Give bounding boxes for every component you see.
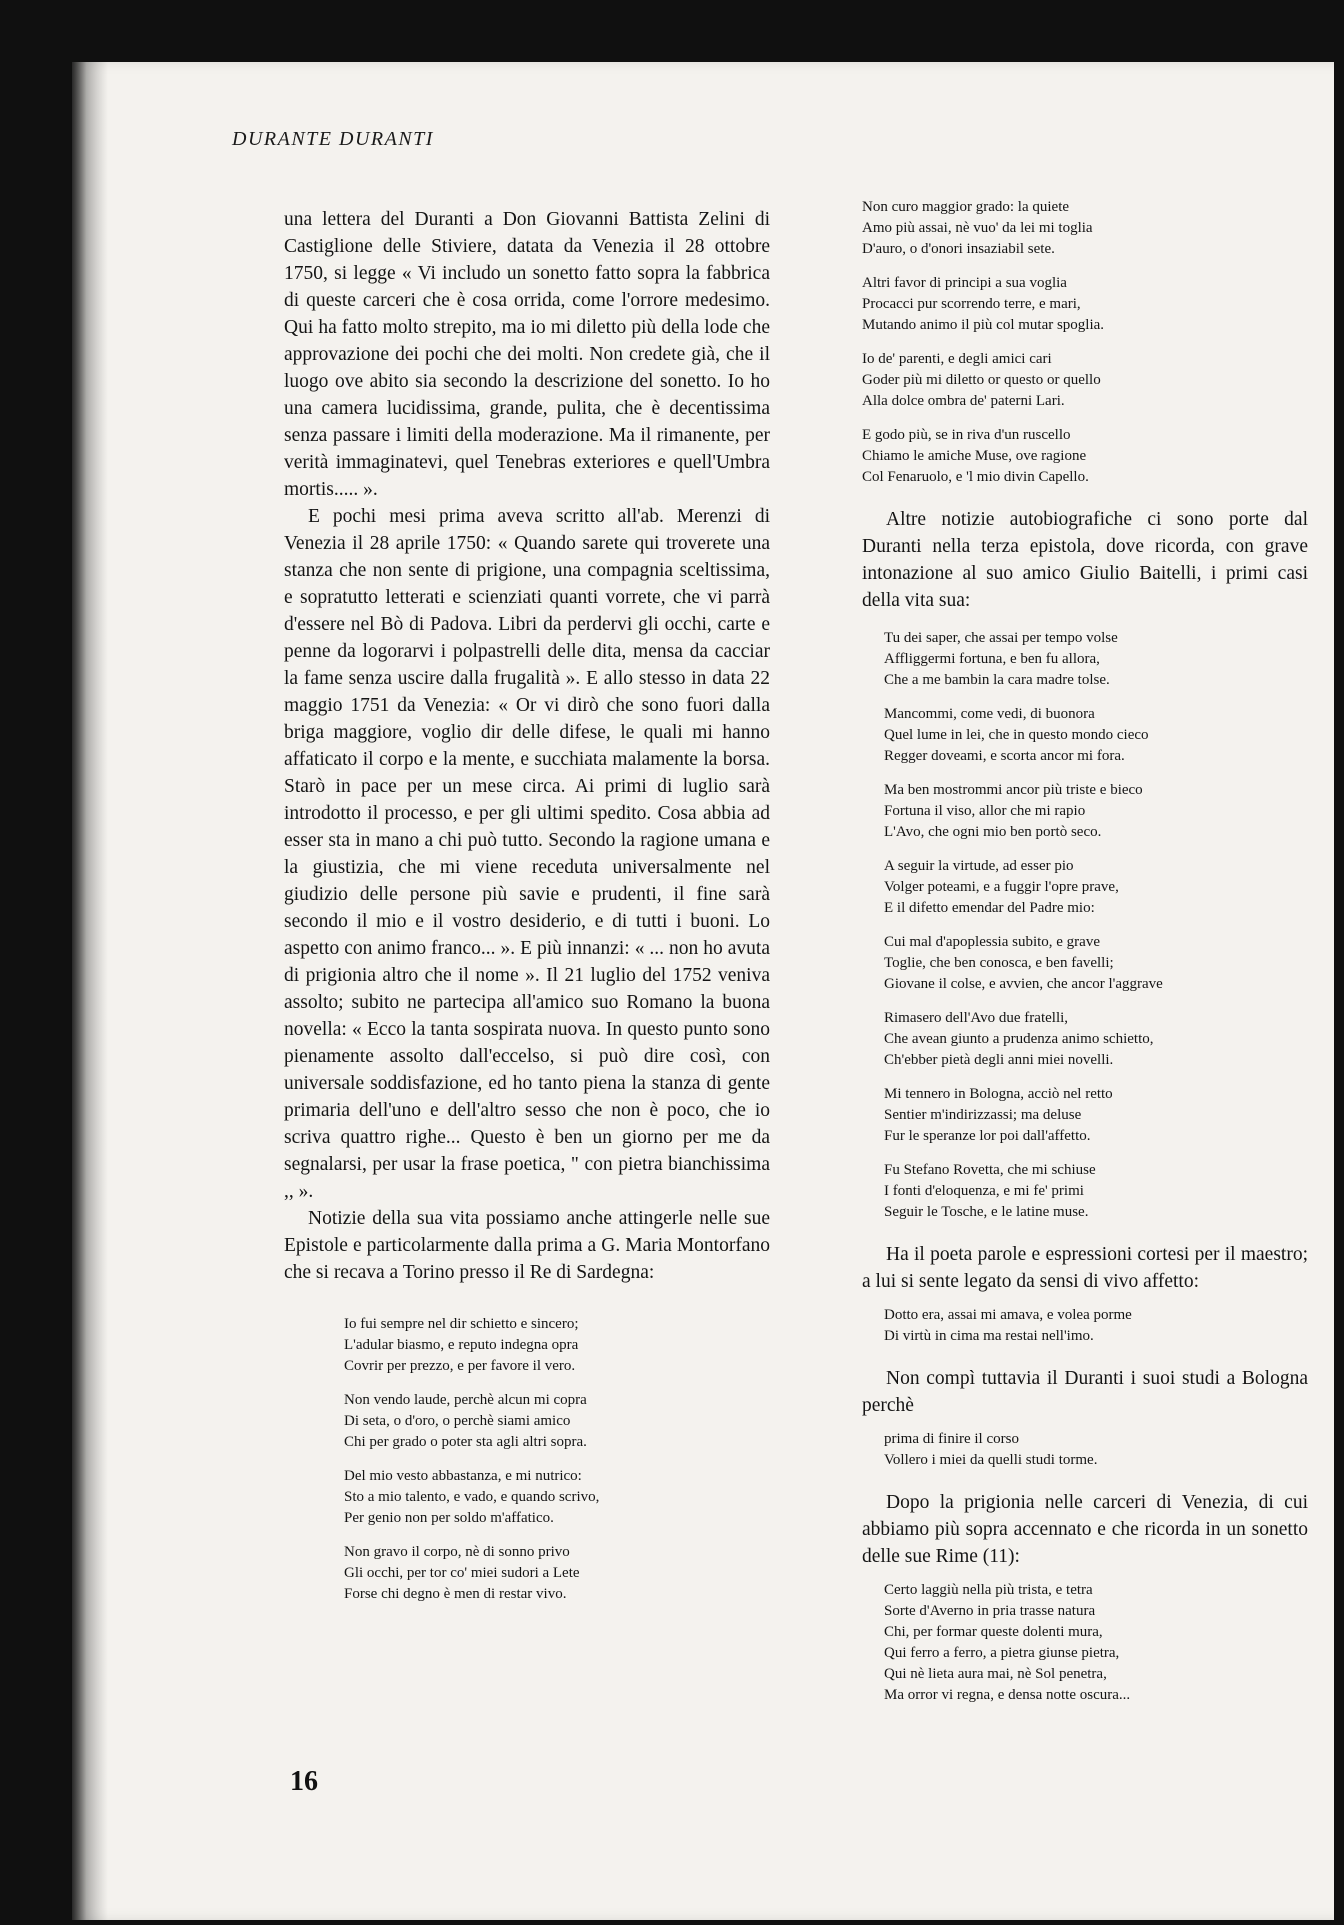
verse-line: Qui nè lieta aura mai, nè Sol penetra, [884, 1666, 1107, 1682]
verse-line: Volger poteami, e a fuggir l'opre prave, [884, 879, 1119, 895]
verse-line: Che avean giunto a prudenza animo schietto, [884, 1031, 1154, 1047]
verse-line: Sto a mio talento, e vado, e quando scrivo, [344, 1489, 600, 1505]
verse-line: A seguir la virtude, ad esser pio [884, 858, 1074, 874]
verse-line: Fu Stefano Rovetta, che mi schiuse [884, 1162, 1096, 1178]
stanza [862, 349, 1308, 412]
stanza [884, 1008, 1308, 1071]
verse-line: Regger doveami, e scorta ancor mi fora. [884, 748, 1125, 764]
paragraph: Notizie della sua vita possiamo anche attingerle nelle sue Epistole e particolarmente dalla prima a G. Maria Montorfano che si recava a Torino presso il Re di Sardegna: [284, 1208, 770, 1283]
verse-line: Ma orror vi regna, e densa notte oscura... [884, 1687, 1131, 1703]
verse-line: I fonti d'eloquenza, e mi fe' primi [884, 1183, 1084, 1199]
verse-line: Certo laggiù nella più trista, e tetra [884, 1582, 1093, 1598]
verse-line: Dotto era, assai mi amava, e volea porme [884, 1307, 1132, 1323]
verse-line: Col Fenaruolo, e 'l mio divin Capello. [862, 469, 1089, 485]
paragraph: Dopo la prigionia nelle carceri di Venezia, di cui abbiamo più sopra accennato e che ricorda in un sonetto delle sue Rime (11): [862, 1492, 1308, 1567]
left-prose [284, 206, 770, 1286]
stanza [884, 856, 1308, 919]
verse-line: Goder più mi diletto or questo or quello [862, 372, 1101, 388]
verse-line: Sentier m'indirizzassi; ma deluse [884, 1107, 1082, 1123]
epistle-quote-continued [862, 197, 1308, 488]
verse-line: Chiamo le amiche Muse, ove ragione [862, 448, 1087, 464]
stanza [884, 1160, 1308, 1223]
stanza [862, 273, 1308, 336]
verse-line: Altri favor di principi a sua voglia [862, 275, 1067, 291]
tutor-quote [884, 1305, 1308, 1347]
stanza [884, 1084, 1308, 1147]
verse-line: Fortuna il viso, allor che mi rapio [884, 803, 1086, 819]
verse-line: prima di finire il corso [884, 1431, 1019, 1447]
verse-line: Per genio non per soldo m'affatico. [344, 1510, 554, 1526]
third-epistle-quote [884, 628, 1308, 1223]
verse-line: Gli occhi, per tor co' miei sudori a Lete [344, 1565, 580, 1581]
verse-line: E il difetto emendar del Padre mio: [884, 900, 1095, 916]
verse-line: Mutando animo il più col mutar spoglia. [862, 317, 1105, 333]
verse-line: Seguir le Tosche, e le latine muse. [884, 1204, 1089, 1220]
verse-line: Giovane il colse, e avvien, che ancor l'aggrave [884, 976, 1163, 992]
verse-line: Chi, per formar queste dolenti mura, [884, 1624, 1103, 1640]
stanza [344, 1390, 770, 1453]
verse-line: Affliggermi fortuna, e ben fu allora, [884, 651, 1100, 667]
left-column [284, 206, 770, 1618]
stanza [862, 197, 1308, 260]
paragraph: una lettera del Duranti a Don Giovanni Battista Zelini di Castiglione delle Stiviere, datata da Venezia il 28 ottobre 1750, si legge « Vi includo un sonetto fatto sopra la fabbrica di queste carceri che è cosa orrida, come l'orrore medesimo. Qui ha fatto molto strepito, ma io mi diletto più della lode che approvazione dei pochi che dei molti. Non credete già, che il luogo ove abito sia secondo la descrizione del sonetto. Io ho una camera lucidissima, grande, pulita, che è decentissima senza passare i limiti della moderazione. Ma il rimanente, per verità immaginatevi, quel Tenebras exteriores e quell'Umbra mortis..... ». [284, 209, 770, 500]
verse-line: Forse chi degno è men di restar vivo. [344, 1586, 567, 1602]
stanza [884, 1429, 1308, 1471]
verse-line: E godo più, se in riva d'un ruscello [862, 427, 1071, 443]
verse-line: Ma ben mostrommi ancor più triste e bieco [884, 782, 1143, 798]
verse-line: Toglie, che ben conosca, e ben favelli; [884, 955, 1114, 971]
stanza [884, 628, 1308, 691]
stanza [884, 932, 1308, 995]
stanza [884, 780, 1308, 843]
verse-line: Quel lume in lei, che in questo mondo cieco [884, 727, 1149, 743]
running-head: DURANTE DURANTI [232, 128, 434, 150]
stanza [884, 1580, 1308, 1706]
stanza [862, 425, 1308, 488]
verse-line: Procacci pur scorrendo terre, e mari, [862, 296, 1081, 312]
sonnet-quote [884, 1580, 1308, 1706]
verse-line: D'auro, o d'onori insaziabil sete. [862, 241, 1055, 257]
stanza [884, 1305, 1308, 1347]
verse-line: Vollero i miei da quelli studi torme. [884, 1452, 1098, 1468]
verse-line: Sorte d'Averno in pria trasse natura [884, 1603, 1096, 1619]
page-number: 16 [290, 1766, 318, 1797]
verse-line: Che a me bambin la cara madre tolse. [884, 672, 1110, 688]
verse-line: Di seta, o d'oro, o perchè siami amico [344, 1413, 571, 1429]
verse-line: Non vendo laude, perchè alcun mi copra [344, 1392, 587, 1408]
verse-line: Del mio vesto abbastanza, e mi nutrico: [344, 1468, 582, 1484]
page-gutter [72, 62, 108, 1920]
paragraph: Ha il poeta parole e espressioni cortesi per il maestro; a lui si sente legato da sensi di vivo affetto: [862, 1244, 1308, 1292]
verse-line: Cui mal d'apoplessia subito, e grave [884, 934, 1100, 950]
verse-line: Covrir per prezzo, e per favore il vero. [344, 1358, 576, 1374]
right-column [862, 197, 1308, 1719]
verse-line: L'adular biasmo, e reputo indegna opra [344, 1337, 579, 1353]
verse-line: Io de' parenti, e degli amici cari [862, 351, 1052, 367]
verse-line: Ch'ebber pietà degli anni miei novelli. [884, 1052, 1114, 1068]
verse-line: Di virtù in cima ma restai nell'imo. [884, 1328, 1094, 1344]
epistle-quote [344, 1314, 770, 1605]
verse-line: Non gravo il corpo, nè di sonno privo [344, 1544, 570, 1560]
verse-line: Amo più assai, nè vuo' da lei mi toglia [862, 220, 1093, 236]
verse-line: Io fui sempre nel dir schietto e sincero; [344, 1316, 579, 1332]
stanza [344, 1314, 770, 1377]
studies-quote [884, 1429, 1308, 1471]
verse-line: Qui ferro a ferro, a pietra giunse pietra, [884, 1645, 1120, 1661]
verse-line: Tu dei saper, che assai per tempo volse [884, 630, 1118, 646]
verse-line: L'Avo, che ogni mio ben portò seco. [884, 824, 1102, 840]
verse-line: Rimasero dell'Avo due fratelli, [884, 1010, 1069, 1026]
verse-line: Mi tennero in Bologna, acciò nel retto [884, 1086, 1113, 1102]
verse-line: Non curo maggior grado: la quiete [862, 199, 1070, 215]
stanza [344, 1466, 770, 1529]
paragraph: Altre notizie autobiografiche ci sono porte dal Duranti nella terza epistola, dove ricorda, con grave intonazione al suo amico Giulio Baitelli, i primi casi della vita sua: [862, 509, 1308, 611]
paragraph: Non compì tuttavia il Duranti i suoi studi a Bologna perchè [862, 1368, 1308, 1416]
verse-line: Chi per grado o poter sta agli altri sopra. [344, 1434, 587, 1450]
verse-line: Alla dolce ombra de' paterni Lari. [862, 393, 1065, 409]
stanza [344, 1542, 770, 1605]
verse-line: Fur le speranze lor poi dall'affetto. [884, 1128, 1091, 1144]
verse-line: Mancommi, come vedi, di buonora [884, 706, 1095, 722]
paragraph: E pochi mesi prima aveva scritto all'ab. Merenzi di Venezia il 28 aprile 1750: « Quando sarete qui troverete una stanza che non sente di prigione, una compagnia sceltissima, e sopratutto letterati e scienziati quanti vorrete, che vi parrà d'essere nel Bò di Padova. Libri da perdervi gli occhi, carte e penne da logorarvi i polpastrelli delle dita, mensa da cacciar la fame senza uscire dalla frugalità ». E allo stesso in data 22 maggio 1751 da Venezia: « Or vi dirò che sono fuori dalla briga maggiore, voglio dir delle difese, le quali mi hanno affaticato il corpo e la mente, e succhiata malamente la borsa. Starò in pace per un mese circa. Ai primi di luglio sarà introdotto il processo, e per gli ultimi spedito. Cosa abbia ad esser sta in mano a chi può tutto. Secondo la ragione umana e la giustizia, che mi viene receduta universalmente nel giudizio delle persone più savie e prudenti, il fine sarà secondo il mio e il vostro desiderio, e di tutti i buoni. Lo aspetto con animo franco... ». E più innanzi: « ... non ho avuta di prigionia altro che il nome ». Il 21 luglio del 1752 veniva assolto; subito ne partecipa all'amico suo Romano la buona novella: « Ecco la tanta sospirata nuova. In questo punto sono pienamente assolto dall'eccelso, si può dire così, con universale soddisfazione, ed ho tanto piena la stanza di gente primaria dell'uno e dell'altro sesso che non è poco, che io scriva quattro righe... Questo è ben un giorno per me da segnalarsi, per usar la frase poetica, " con pietra bianchissima ,, ». [284, 506, 770, 1202]
stanza [884, 704, 1308, 767]
